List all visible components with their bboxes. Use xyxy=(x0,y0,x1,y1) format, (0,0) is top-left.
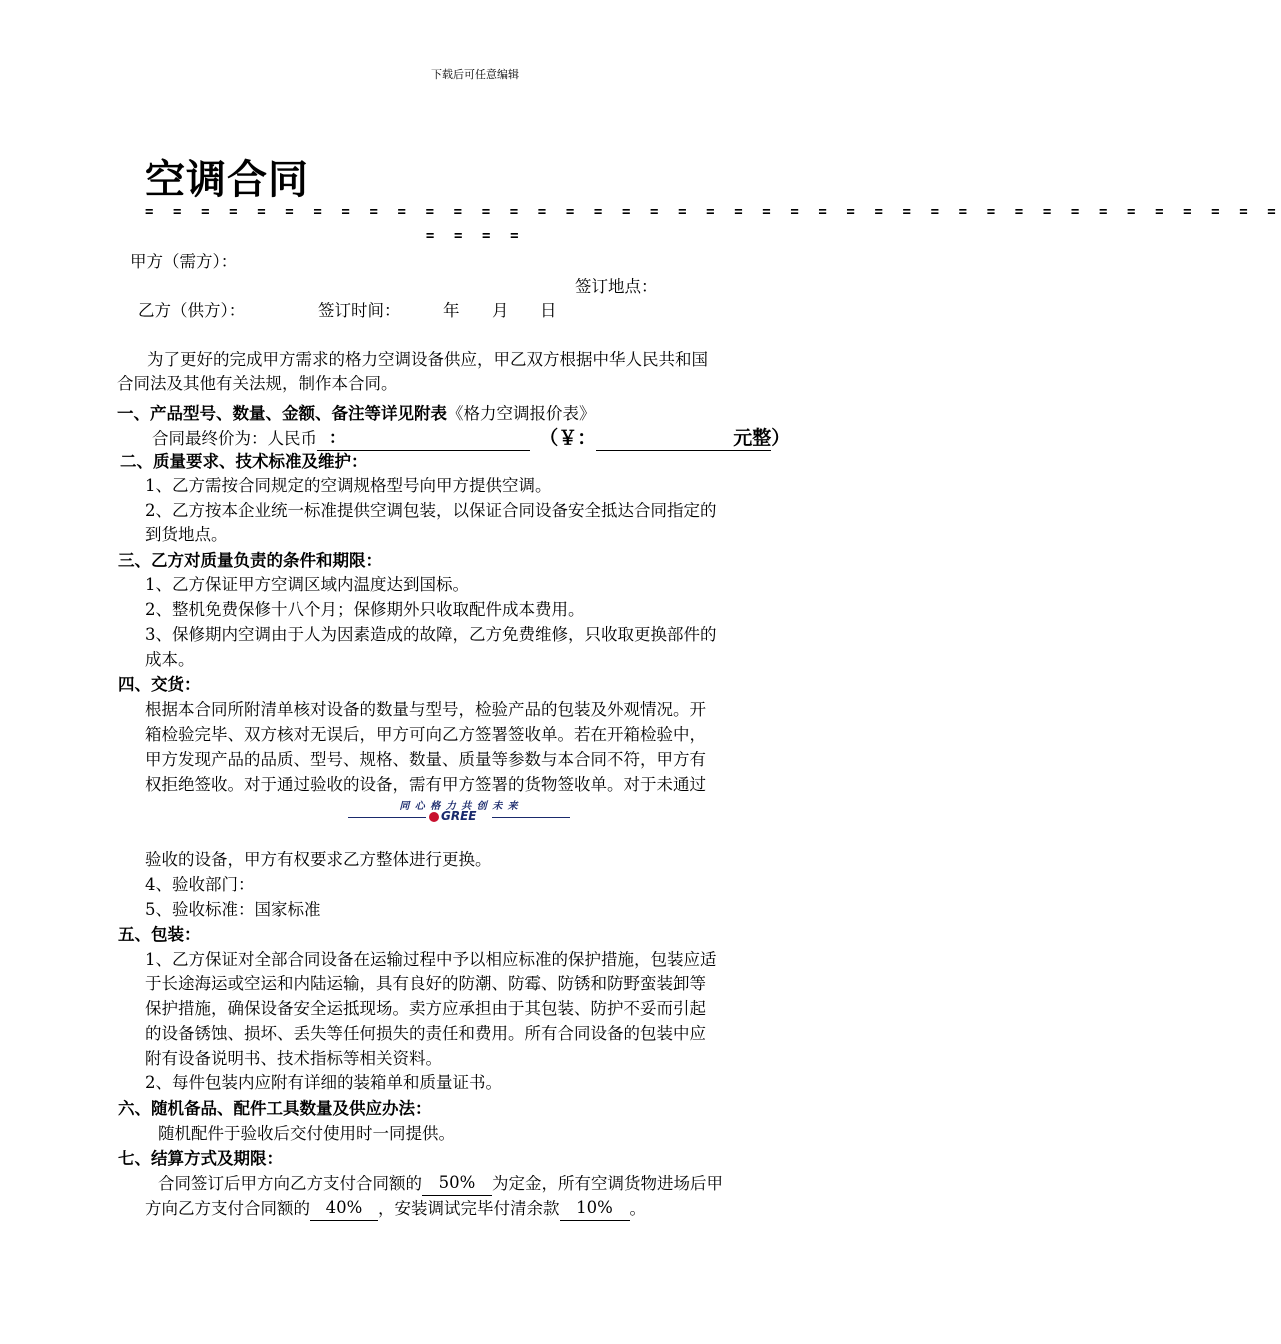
section-2-item-2b: 到货地点。 xyxy=(145,525,228,544)
section-4-para-3: 甲方发现产品的品质、型号、规格、数量、质量等参数与本合同不符，甲方有 xyxy=(145,750,706,769)
section-7-line-1 xyxy=(158,1171,723,1196)
section-5-item-1a: 1、乙方保证对全部合同设备在运输过程中予以相应标准的保护措施，包装应适 xyxy=(145,950,717,969)
section-4-title: 四、交货： xyxy=(118,675,201,694)
final-price-line xyxy=(152,426,790,451)
rmb-amount-field: ： xyxy=(317,426,530,451)
section-4-para-1: 根据本合同所附清单核对设备的数量与型号，检验产品的包装及外观情况。开 xyxy=(145,700,706,719)
year-label: 年 xyxy=(443,301,460,320)
intro-line-1: 为了更好的完成甲方需求的格力空调设备供应，甲乙双方根据中华人民共和国 xyxy=(147,350,708,369)
final-price-label: 合同最终价为：人民币 xyxy=(152,429,317,448)
section-4-item-4: 4、验收部门： xyxy=(145,875,255,894)
section-6-title: 六、随机备品、配件工具数量及供应办法： xyxy=(118,1099,432,1118)
sign-time-label: 签订时间： xyxy=(318,301,401,320)
section-3-item-3a: 3、保修期内空调由于人为因素造成的故障，乙方免费维修，只收取更换部件的 xyxy=(145,625,717,644)
section-1-title xyxy=(117,402,596,426)
month-label: 月 xyxy=(492,301,509,320)
section-5-title: 五、包装： xyxy=(118,925,201,944)
quote-table-ref: 《格力空调报价表》 xyxy=(447,404,596,423)
section-5-item-2: 2、每件包装内应附有详细的装箱单和质量证书。 xyxy=(145,1073,502,1092)
sign-place-label: 签订地点： xyxy=(575,277,658,296)
section-5-item-1c: 保护措施，确保设备安全运抵现场。卖方应承担由于其包装、防护不妥而引起 xyxy=(145,999,706,1018)
section-5-item-1b: 于长途海运或空运和内陆运输，具有良好的防潮、防霉、防锈和防野蛮装卸等 xyxy=(145,974,706,993)
intro-line-2: 合同法及其他有关法规，制作本合同。 xyxy=(117,374,398,393)
paren-close: ） xyxy=(771,427,791,449)
gree-swirl-icon xyxy=(429,812,439,822)
section-7-title: 七、结算方式及期限： xyxy=(118,1149,283,1168)
header-note: 下载后可任意编辑 xyxy=(431,68,519,81)
second-payment-prefix: 方向乙方支付合同额的 xyxy=(145,1199,310,1218)
logo-slogan: 同 心 格 力 共 创 未 来 xyxy=(399,801,519,812)
final-payment-end: 。 xyxy=(629,1199,646,1218)
yuan-amount-field: 元整 xyxy=(596,426,771,451)
party-a-label: 甲方（需方）： xyxy=(130,252,238,271)
section-4-para-4: 权拒绝签收。对于通过验收的设备，需有甲方签署的货物签收单。对于未通过 xyxy=(145,775,706,794)
deposit-suffix: 为定金，所有空调货物进场后甲 xyxy=(492,1174,723,1193)
section-4-item-5: 5、验收标准：国家标准 xyxy=(145,900,321,919)
section-1-heading: 一、产品型号、数量、金额、备注等详见附表 xyxy=(117,404,447,423)
logo-brand: GREE xyxy=(441,809,477,823)
deposit-percent: 50% xyxy=(422,1171,492,1196)
party-b-label: 乙方（供方）： xyxy=(138,301,246,320)
section-3-title: 三、乙方对质量负责的条件和期限： xyxy=(118,551,382,570)
gree-logo xyxy=(348,797,570,827)
section-5-item-1d: 的设备锈蚀、损坏、丢失等任何损失的责任和费用。所有合同设备的包装中应 xyxy=(145,1024,706,1043)
section-3-item-1: 1、乙方保证甲方空调区域内温度达到国标。 xyxy=(145,575,469,594)
section-2-item-1: 1、乙方需按合同规定的空调规格型号向甲方提供空调。 xyxy=(145,476,552,495)
section-5-item-1e: 附有设备说明书、技术指标等相关资料。 xyxy=(145,1049,442,1068)
section-6-item-1: 随机配件于验收后交付使用时一同提供。 xyxy=(158,1124,455,1143)
section-2-title: 二、质量要求、技术标准及维护： xyxy=(120,452,368,471)
section-4-para-2: 箱检验完毕、双方核对无误后，甲方可向乙方签署签收单。若在开箱检验中， xyxy=(145,725,706,744)
document-title: 空调合同 xyxy=(145,157,309,203)
final-payment-prefix: ，安装调试完毕付清余款 xyxy=(378,1199,560,1218)
yuan-symbol-label: （￥： xyxy=(539,427,597,449)
separator-line-end: = = = = xyxy=(425,228,525,244)
section-2-item-2a: 2、乙方按本企业统一标准提供空调包装，以保证合同设备安全抵达合同指定的 xyxy=(145,501,717,520)
final-payment-percent: 10% xyxy=(560,1196,630,1221)
day-label: 日 xyxy=(540,301,557,320)
second-payment-percent: 40% xyxy=(310,1196,378,1221)
section-3-item-2: 2、整机免费保修十八个月；保修期外只收取配件成本费用。 xyxy=(145,600,585,619)
section-7-line-2 xyxy=(145,1196,646,1221)
deposit-prefix: 合同签订后甲方向乙方支付合同额的 xyxy=(158,1174,422,1193)
separator-line: = = = = = = = = = = = = = = = = = = = = = = = = = = = = = = = = = = = = = = = = = xyxy=(145,204,1281,220)
section-4-para-5: 验收的设备，甲方有权要求乙方整体进行更换。 xyxy=(145,850,492,869)
section-3-item-3b: 成本。 xyxy=(145,650,195,669)
